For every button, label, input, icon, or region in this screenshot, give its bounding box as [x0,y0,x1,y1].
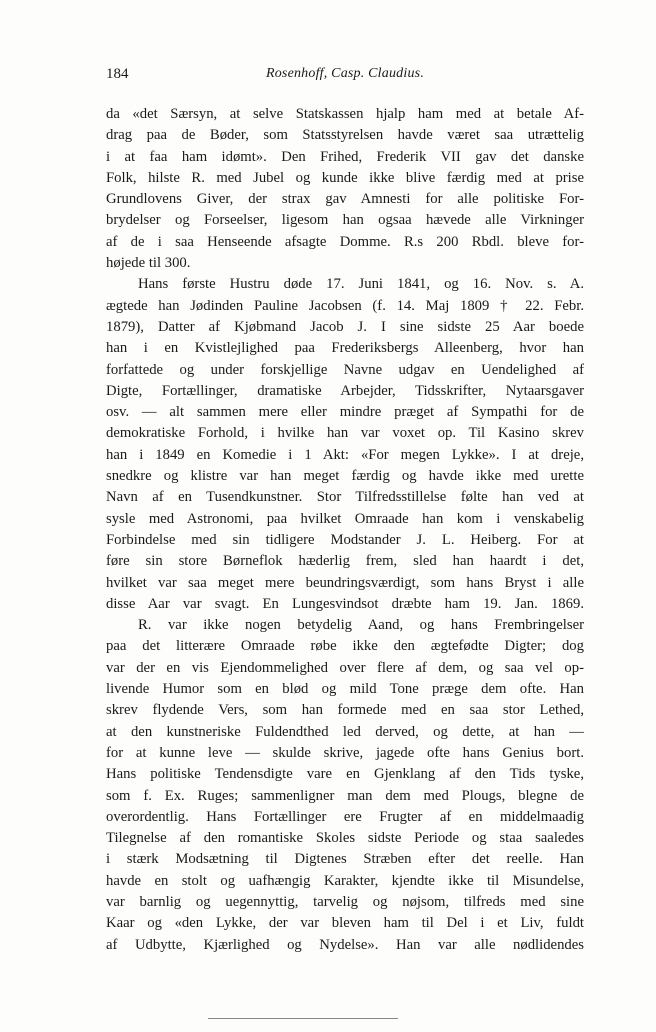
text-line: Hans politiske Tendensdigte vare en Gjenklang af den Tids tyske, [106,766,584,783]
text-line: Navn af en Tusendkunstner. Stor Tilfredsstillelse følte han ved at [106,489,584,506]
text-line: Forbindelse med sin tidligere Modstander J. L. Heiberg. For at [106,531,584,548]
text-line: skrev flydende Vers, som han formede med en saa stor Lethed, [106,702,584,719]
text-line: overordentlig. Hans Fortællinger ere Frugter af en middelmaadig [106,808,584,825]
text-line: havde en stolt og uafhængig Karakter, kjendte ikke til Misundelse, [106,872,584,889]
text-line: var der en vis Ejendommelighed over flere af dem, og saa vel op- [106,659,584,676]
text-line: føre sin store Børneflok hæderlig frem, sled han haardt i det, [106,553,584,570]
text-line: sysle med Astronomi, paa hvilket Omraade han kom i venskabelig [106,510,584,527]
text-line: var barnlig og uegennyttig, tarvelig og nøjsom, tilfreds med sine [106,893,584,910]
text-line: i stærk Modsætning til Digtenes Stræben efter det reelle. Han [106,851,584,868]
text-line: af de i saa Henseende afsagte Domme. R.s 200 Rbdl. bleve for- [106,233,584,250]
text-line: han i 1849 en Komedie i 1 Akt: «For megen Lykke». I at dreje, [106,446,584,463]
text-line: af Udbytte, Kjærlighed og Nydelse». Han var alle nødlidendes [106,936,584,953]
running-head: Rosenhoff, Casp. Claudius. [265,66,425,81]
text-line: højede til 300. [106,255,191,272]
text-line: snedkre og klistre var han meget færdig og havde ikke med urette [106,468,584,485]
page-header [106,66,584,88]
text-line: hvilket var saa meget mere beundringsværdigt, som hans Bryst i alle [106,574,584,591]
text-line: R. var ikke nogen betydelig Aand, og hans Frembringelser [138,617,584,634]
text-line: livende Humor som en blød og mild Tone præge dem ofte. Han [106,681,584,698]
page-number: 184 [106,66,129,82]
text-line: som f. Ex. Ruges; sammenligner man dem med Plougs, blegne de [106,787,584,804]
text-line: brydelser og Forseelser, ligesom han ogsaa hævede alle Virkninger [106,212,584,229]
text-line: Kaar og «den Lykke, der var bleven ham til Del i et Liv, fuldt [106,915,584,932]
text-line: ægtede han Jødinden Pauline Jacobsen (f. 14. Maj 1809 † 22. Febr. [106,297,584,314]
text-line: disse Aar var svagt. En Lungesvindsot dræbte ham 19. Jan. 1869. [106,595,584,612]
text-line: at den kunstneriske Fuldendthed led derved, og dette, at han — [106,723,584,740]
text-line: Tilegnelse af den romantiske Skoles sidste Periode og staa saaledes [106,830,584,847]
text-line: demokratiske Forhold, i hvilke han var voxet op. Til Kasino skrev [106,425,584,442]
text-line: forfattede og under forskjellige Navne udgav en Uendelighed af [106,361,584,378]
text-line: Hans første Hustru døde 17. Juni 1841, og 16. Nov. s. A. [138,276,584,293]
text-line: paa det litterære Omraade røbe ikke den ægtefødte Digter; dog [106,638,584,655]
text-line: Grundlovens Giver, der strax gav Amnesti for alle politiske For- [106,191,584,208]
text-line: drag paa de Bøder, som Statsstyrelsen havde været saa utrættelig [106,127,584,144]
text-line: osv. — alt sammen mere eller mindre præget af Sympathi for de [106,404,584,421]
text-line: Digte, Fortællinger, dramatiske Arbejder, Tidsskrifter, Nytaarsgaver [106,382,584,399]
body-text [106,104,584,956]
text-line: for at kunne leve — skulde skrive, jagede ofte hans Genius bort. [106,744,584,761]
text-line: 1879), Datter af Kjøbmand Jacob J. I sine sidste 25 Aar boede [106,318,584,335]
text-line: i at faa ham idømt». Den Frihed, Frederik VII gav det danske [106,148,584,165]
bottom-rule [208,1018,398,1019]
text-line: Folk, hilste R. med Jubel og kunde ikke blive færdig med at prise [106,169,584,186]
text-line: han i en Kvistlejlighed paa Frederiksbergs Alleenberg, hvor han [106,340,584,357]
text-line: da «det Særsyn, at selve Statskassen hjalp ham med at betale Af- [106,106,584,122]
